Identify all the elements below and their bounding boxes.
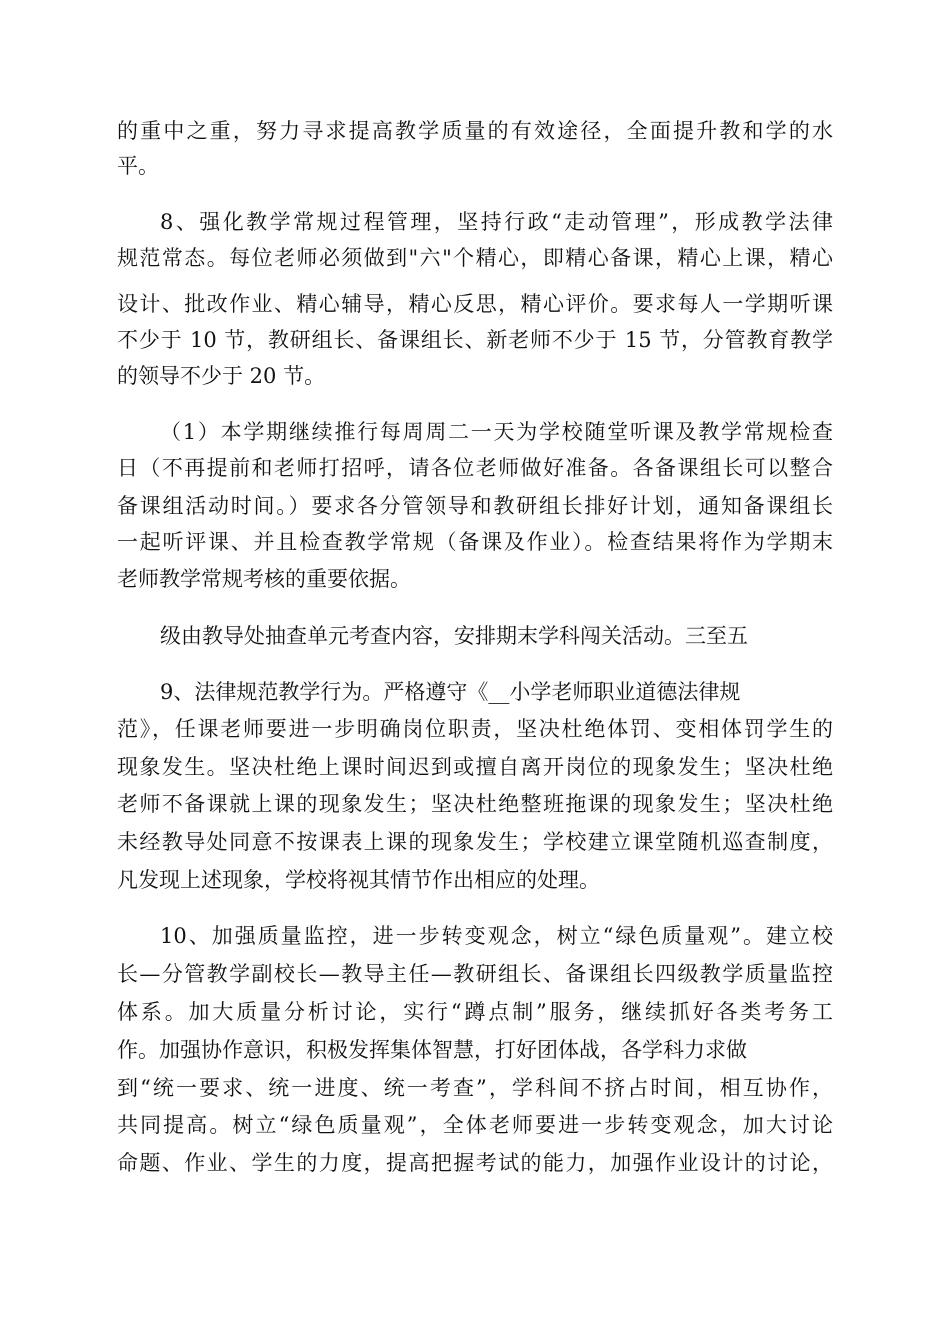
text-line: 的领导不少于 20 节。 <box>117 364 326 388</box>
text-line: 一起听评课、并且检查教学常规（备课及作业）。检查结果将作为学期末 <box>117 530 833 554</box>
text-line: 共同提高。树立“绿色质量观”，全体老师要进一步转变观念，加大讨论 <box>117 1113 833 1137</box>
text-line: 现象发生。坚决杜绝上课时间迟到或擅自离开岗位的现象发生；坚决杜绝 <box>117 755 833 779</box>
text-line: 10、加强质量监控，进一步转变观念，树立“绿色质量观”。建立校 <box>160 924 833 948</box>
text-line: 8、强化教学常规过程管理，坚持行政“走动管理”，形成教学法律 <box>160 210 833 234</box>
text-line: 范》，任课老师要进一步明确岗位职责，坚决杜绝体罚、变相体罚学生的 <box>117 717 833 741</box>
text-line: 命题、作业、学生的力度，提高把握考试的能力，加强作业设计的讨论， <box>117 1151 833 1175</box>
text-line: 日（不再提前和老师打招呼，请各位老师做好准备。各备课组长可以整合 <box>117 456 833 480</box>
text-line: 平。 <box>117 154 159 178</box>
text-line: 到“统一要求、统一进度、统一考查”，学科间不挤占时间，相互协作， <box>117 1076 833 1100</box>
text-line: 设计、批改作业、精心辅导，精心反思，精心评价。要求每人一学期听课 <box>117 292 833 316</box>
text-line: 作。加强协作意识，积极发挥集体智慧，打好团体战，各学科力求做 <box>117 1038 747 1062</box>
text-line: 的重中之重，努力寻求提高教学质量的有效途径，全面提升教和学的水 <box>117 119 833 143</box>
text-line: 不少于 10 节，教研组长、备课组长、新老师不少于 15 节，分管教育教学 <box>117 328 833 352</box>
text-line: 未经教导处同意不按课表上课的现象发生；学校建立课堂随机巡查制度， <box>117 830 833 854</box>
text-line: 老师不备课就上课的现象发生；坚决杜绝整班拖课的现象发生；坚决杜绝 <box>117 792 833 816</box>
text-line: 凡发现上述现象，学校将视其情节作出相应的处理。 <box>117 868 600 892</box>
text-line: 级由教导处抽查单元考查内容，安排期末学科闯关活动。三至五 <box>160 624 748 648</box>
text-line: 9、法律规范教学行为。严格遵守《__小学老师职业道德法律规 <box>160 680 741 704</box>
text-line: 规范常态。每位老师必须做到"六"个精心，即精心备课，精心上课，精心 <box>117 246 833 270</box>
text-line: 老师教学常规考核的重要依据。 <box>117 567 411 591</box>
text-line: 备课组活动时间。）要求各分管领导和教研组长排好计划，通知备课组长 <box>117 494 833 518</box>
text-line: 长—分管教学副校长—教导主任—教研组长、备课组长四级教学质量监控 <box>117 962 833 986</box>
text-line: 体系。加大质量分析讨论，实行“蹲点制”服务，继续抓好各类考务工 <box>117 1000 833 1024</box>
text-line: （1）本学期继续推行每周周二一天为学校随堂听课及教学常规检查 <box>160 420 833 444</box>
